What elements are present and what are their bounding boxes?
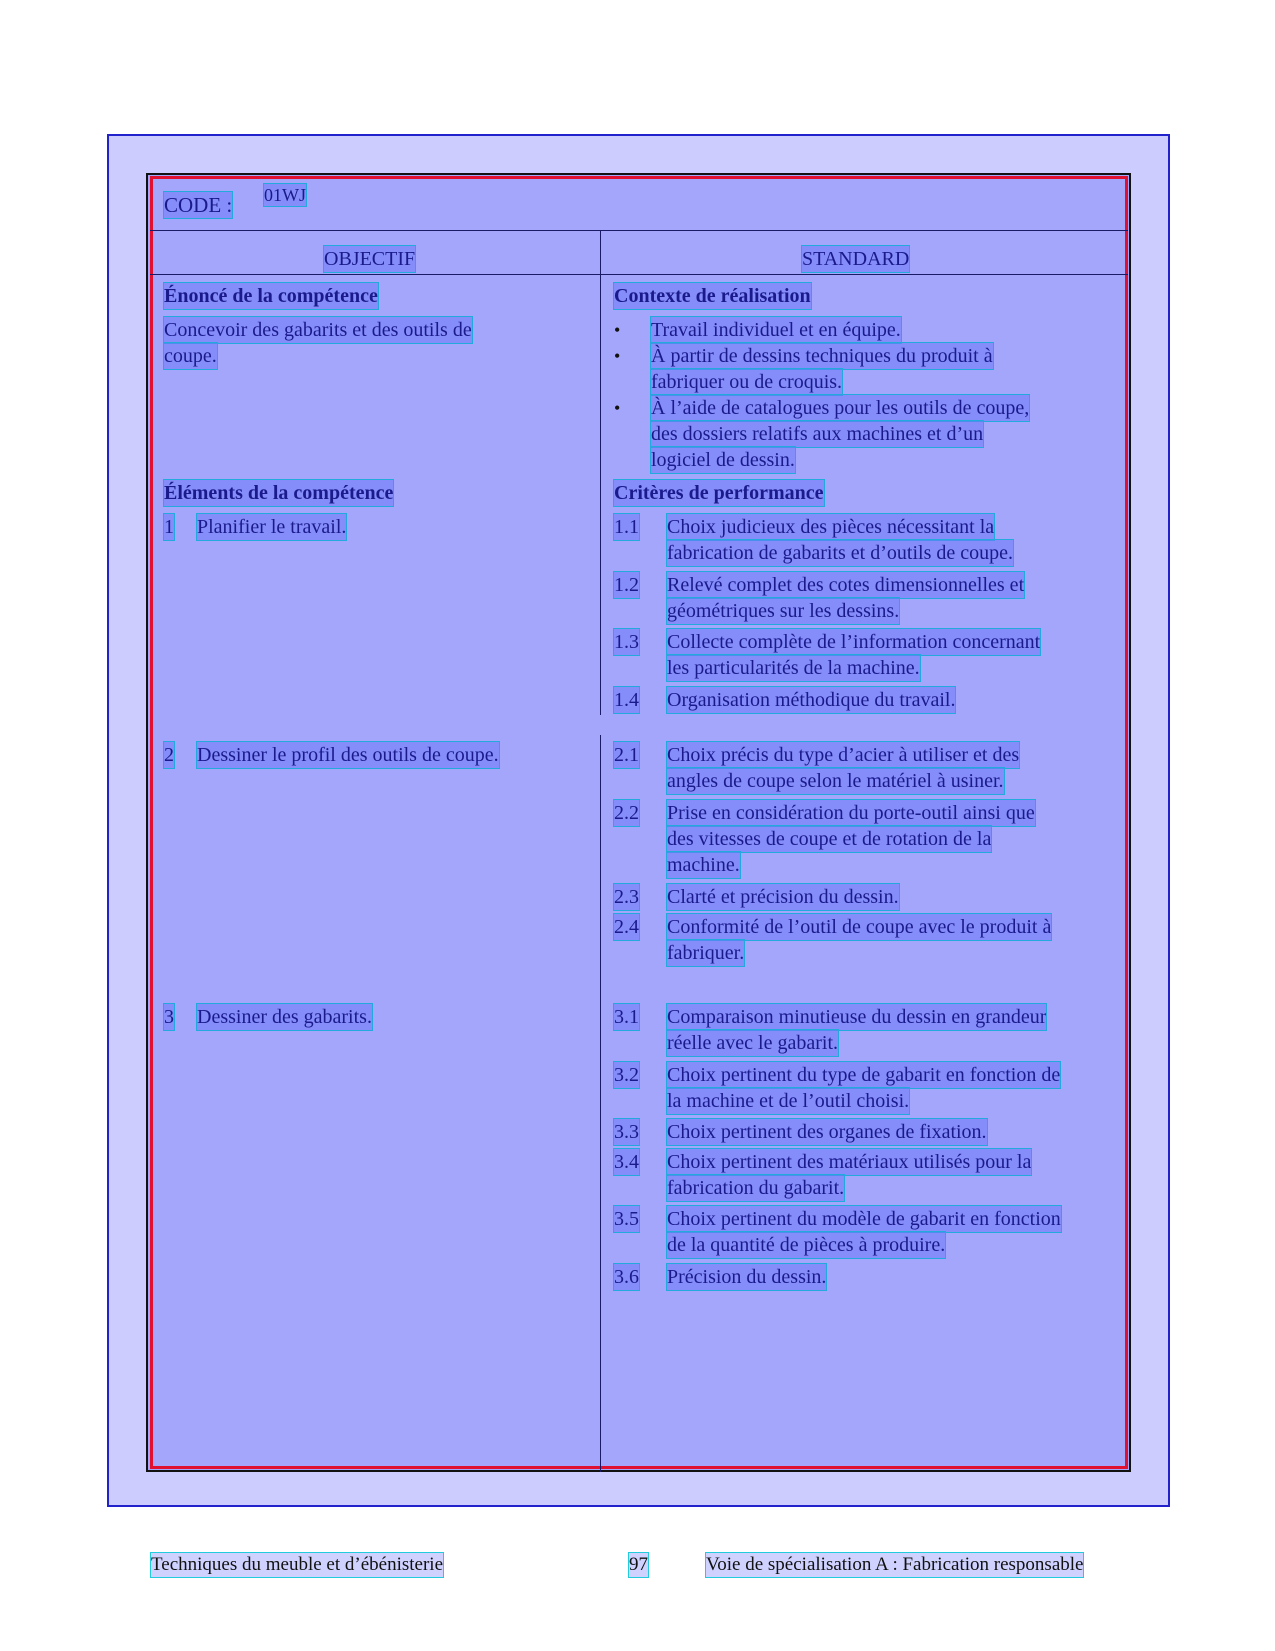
footer-program: Techniques du meuble et d’ébénisterie — [151, 1554, 444, 1575]
critere-number: 1.1 — [614, 516, 639, 538]
critere-number: 2.2 — [614, 802, 639, 824]
critere-line: Choix pertinent du modèle de gabarit en fonction — [667, 1208, 1061, 1230]
column-header-divider — [150, 274, 1128, 275]
critere-line: la machine et de l’outil choisi. — [667, 1090, 910, 1112]
critere-number: 2.1 — [614, 744, 639, 766]
column-divider-bottom — [600, 735, 601, 1472]
element-text: Dessiner le profil des outils de coupe. — [197, 744, 499, 766]
standard-header: STANDARD — [802, 248, 910, 270]
critere-number: 3.1 — [614, 1006, 639, 1028]
critere-line: géométriques sur les dessins. — [667, 600, 900, 622]
critere-line: les particularités de la machine. — [667, 657, 920, 679]
critere-number: 2.4 — [614, 916, 639, 938]
element-text: Planifier le travail. — [197, 516, 347, 538]
contexte-title: Contexte de réalisation — [614, 285, 811, 307]
critere-number: 2.3 — [614, 886, 639, 908]
bullet-icon: • — [614, 320, 621, 340]
criteres-title: Critères de performance — [614, 482, 824, 504]
contexte-line: logiciel de dessin. — [651, 449, 795, 471]
critere-line: Choix judicieux des pièces nécessitant la — [667, 516, 995, 538]
critere-line: Précision du dessin. — [667, 1266, 827, 1288]
critere-line: de la quantité de pièces à produire. — [667, 1234, 946, 1256]
critere-line: Clarté et précision du dessin. — [667, 886, 899, 908]
element-number: 3 — [164, 1006, 174, 1028]
bullet-icon: • — [614, 398, 621, 418]
enonce-title: Énoncé de la compétence — [164, 285, 378, 307]
contexte-line: des dossiers relatifs aux machines et d’un — [651, 423, 984, 445]
critere-line: fabriquer. — [667, 942, 745, 964]
footer-specialisation: Voie de spécialisation A : Fabrication responsable — [706, 1554, 1084, 1575]
critere-number: 3.4 — [614, 1151, 639, 1173]
contexte-line: fabriquer ou de croquis. — [651, 371, 843, 393]
critere-number: 3.2 — [614, 1064, 639, 1086]
critere-line: fabrication de gabarits et d’outils de coupe. — [667, 542, 1013, 564]
critere-line: Relevé complet des cotes dimensionnelles et — [667, 574, 1025, 596]
critere-line: Choix pertinent des organes de fixation. — [667, 1121, 987, 1143]
critere-number: 3.3 — [614, 1121, 639, 1143]
critere-line: fabrication du gabarit. — [667, 1177, 845, 1199]
footer-page-number: 97 — [629, 1554, 648, 1575]
code-value: 01WJ — [264, 185, 306, 205]
column-divider-top — [600, 230, 601, 715]
elements-title: Éléments de la compétence — [164, 482, 394, 504]
contexte-line: Travail individuel et en équipe. — [651, 319, 901, 341]
critere-line: réelle avec le gabarit. — [667, 1032, 838, 1054]
contexte-line: À partir de dessins techniques du produit à — [651, 345, 993, 367]
critere-line: machine. — [667, 854, 740, 876]
critere-number: 3.6 — [614, 1266, 639, 1288]
code-label: CODE : — [164, 193, 233, 217]
critere-line: angles de coupe selon le matériel à usiner. — [667, 770, 1004, 792]
critere-line: Conformité de l’outil de coupe avec le produit à — [667, 916, 1052, 938]
enonce-line: Concevoir des gabarits et des outils de — [164, 319, 472, 341]
critere-number: 1.3 — [614, 631, 639, 653]
critere-number: 3.5 — [614, 1208, 639, 1230]
critere-line: Choix pertinent des matériaux utilisés pour la — [667, 1151, 1032, 1173]
critere-line: Collecte complète de l’information concernant — [667, 631, 1041, 653]
element-text: Dessiner des gabarits. — [197, 1006, 372, 1028]
critere-line: Choix précis du type d’acier à utiliser et des — [667, 744, 1020, 766]
element-number: 2 — [164, 744, 174, 766]
objectif-header: OBJECTIF — [324, 248, 416, 270]
critere-line: Organisation méthodique du travail. — [667, 689, 956, 711]
critere-line: Prise en considération du porte-outil ainsi que — [667, 802, 1035, 824]
bullet-icon: • — [614, 346, 621, 366]
critere-line: Choix pertinent du type de gabarit en fonction de — [667, 1064, 1061, 1086]
critere-line: Comparaison minutieuse du dessin en grandeur — [667, 1006, 1047, 1028]
critere-number: 1.4 — [614, 689, 639, 711]
critere-number: 1.2 — [614, 574, 639, 596]
contexte-line: À l’aide de catalogues pour les outils de coupe, — [651, 397, 1030, 419]
element-number: 1 — [164, 516, 174, 538]
critere-line: des vitesses de coupe et de rotation de la — [667, 828, 992, 850]
enonce-line: coupe. — [164, 345, 217, 367]
header-divider — [150, 230, 1128, 231]
